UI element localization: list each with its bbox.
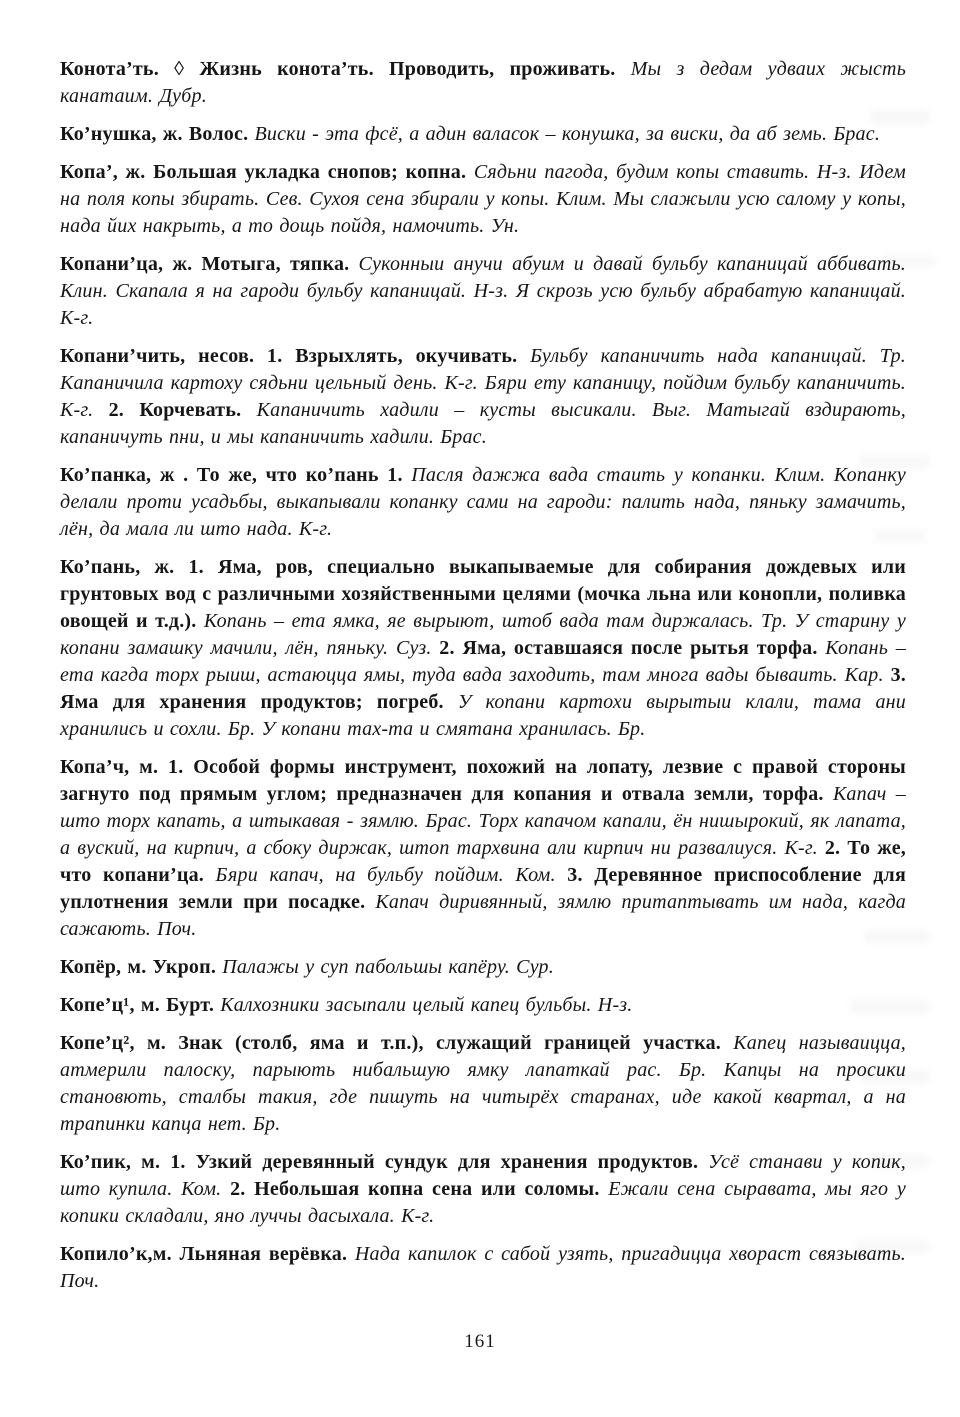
entry-example-quote: У копани картохи вырытыи клали, тама ани хранились и сохли. Бр. У копани тах-та и смятана хранилась. Бр. — [60, 691, 907, 740]
entry-headword-definition: Копе’ц¹, м. Бурт. — [60, 994, 215, 1016]
entry-headword-definition: Ко’пик, м. 1. Узкий деревянный сундук для хранения продуктов. — [60, 1151, 699, 1173]
entry-example-quote: Сядьни пагода, будим копы ставить. Н-з. Идем на поля копы збирать. Сев. Сухоя сена збирали у копы. Клим. Мы слажыли усю салому у копы, нада йих накрыть, а то дощь пойдя, намочить. Ун. — [60, 161, 906, 237]
entry-example-quote: Бяри капач, на бульбу пойдим. Ком. — [215, 864, 556, 886]
entry-headword-definition: Конота’ть. ◊ Жизнь конота’ть. Проводить, проживать. — [60, 58, 616, 80]
dictionary-entry — [60, 159, 906, 240]
entry-example-quote: Ежали сена сыравата, мы яго у копики складали, яно луччы дасыхала. К-г. — [60, 1178, 906, 1227]
entry-headword-definition: Копани’ца, ж. Мотыга, тяпка. — [60, 253, 350, 275]
dictionary-entry — [60, 1030, 906, 1138]
dictionary-entry — [60, 56, 906, 110]
entry-headword-definition: Копа’ч, м. 1. Особой формы инструмент, похожий на лопату, лезвие с правой стороны загнуто под прямым углом; предназначен для копания и отвала земли, торфа. — [60, 756, 906, 805]
entry-headword-definition: 3. Яма для хранения продуктов; погреб. — [60, 664, 906, 713]
entry-example-quote: Капач – што торх капать, а штыкавая - зямлю. Брас. Торх капачом капали, ён нишырокий, як лапата, а вуский, на кирпич, а сбоку диржак, штоп тархвина али кирпич ни развалиуся. К-г. — [60, 783, 906, 859]
entry-headword-definition: 2. Корчевать. — [108, 399, 242, 421]
entry-headword-definition: Ко’нушка, ж. Волос. — [60, 123, 249, 145]
entry-headword-definition: Копе’ц², м. Знак (столб, яма и т.п.), служащий границей участка. — [60, 1032, 721, 1054]
entry-example-quote: Суконныи анучи абуим и давай бульбу капаницай аббивать. Клин. Скапала я на гароди бульбу капаницай. Н-з. Я скрозь усю бульбу абрабатую капаницай. К-г. — [60, 253, 907, 329]
entry-example-quote: Капец называицца, атмерили палоску, парыють нибальшую ямку лапаткай рас. Бр. Капцы на просики становють, сталбы такия, где пишуть на читырёх старанах, иде какой квартал, а на трапинки капца нет. Бр. — [60, 1032, 906, 1135]
entry-example-quote: Усё станави у копик, што купила. Ком. — [60, 1151, 906, 1200]
entry-headword-definition: Копёр, м. Укроп. — [60, 956, 217, 978]
dictionary-entry — [60, 554, 906, 743]
entry-example-quote: Бульбу капаничить нада капаницай. Тр. Капаничила картоху сядьни цельный день. К-г. Бяри ету капаницу, пойдим бульбу капаничить. К-г. — [60, 345, 906, 421]
dictionary-entry — [60, 992, 906, 1019]
dictionary-entry — [60, 251, 906, 332]
entry-headword-definition: Ко’пань, ж. 1. Яма, ров, специально выкапываемые для собирания дождевых или грунтовых вод с различными хозяйственными целями (мочка льна или конопли, поливка овощей и т.д.). — [60, 556, 906, 632]
entry-example-quote: Калхозники засыпали целый капец бульбы. Н-з. — [220, 994, 633, 1016]
dictionary-entry — [60, 343, 906, 451]
entry-example-quote: Виски - эта фсё, а адин валасок – конушка, за виски, да аб земь. Брас. — [254, 123, 881, 145]
entry-headword-definition: 2. Яма, оставшаяся после рытья торфа. — [439, 637, 818, 659]
entry-headword-definition: Копани’чить, несов. 1. Взрыхлять, окучивать. — [60, 345, 518, 367]
entry-headword-definition: 2. То же, что копани’ца. — [60, 837, 906, 886]
entry-example-quote: Копань – ета кагда торх рыиш, астаюцца ямы, туда вада заходить, там многа вады бываить. Кар. — [60, 637, 906, 686]
entry-example-quote: Мы з дедам удваих жысть канатаим. Дубр. — [60, 58, 907, 107]
entry-headword-definition: Копило’к,м. Льняная верёвка. — [60, 1243, 348, 1265]
page-number: 161 — [464, 1331, 496, 1352]
entries-list — [60, 56, 906, 1306]
entry-example-quote: Палажы у суп пабольшы капёру. Сур. — [222, 956, 554, 978]
dictionary-entry — [60, 462, 906, 543]
dictionary-entry — [60, 1241, 906, 1295]
entry-example-quote: Капаничить хадили – кусты высикали. Выг. Матыгай вздирають, капаничуть пни, и мы капаничить хадили. Брас. — [60, 399, 907, 448]
entry-example-quote: Пасля дажжа вада стаить у копанки. Клим. Копанку делали проти усадьбы, выкапывали копанку сами на гароди: палить нада, пяньку замачить, лён, да мала ли што нада. К-г. — [60, 464, 907, 540]
entry-example-quote: Капач диривянный, зямлю притаптывать им нада, кагда сажають. Поч. — [60, 891, 907, 940]
entry-headword-definition: Копа’, ж. Большая укладка снопов; копна. — [60, 161, 467, 183]
entry-headword-definition: 2. Небольшая копна сена или соломы. — [230, 1178, 600, 1200]
entry-example-quote: Копань – ета ямка, яе вырыют, штоб вада там диржалась. Тр. У старину у копани замашку мачили, лён, пяньку. Суз. — [60, 610, 906, 659]
dictionary-entry — [60, 1149, 906, 1230]
entry-example-quote: Нада капилок с сабой узять, пригадицца хвораст связывать. Поч. — [60, 1243, 906, 1292]
entry-headword-definition: 3. Деревянное приспособление для уплотнения земли при посадке. — [60, 864, 906, 913]
dictionary-entry — [60, 954, 906, 981]
entry-headword-definition: Ко’панка, ж . То же, что ко’пань 1. — [60, 464, 403, 486]
dictionary-entry — [60, 121, 906, 148]
dictionary-entry — [60, 754, 906, 943]
